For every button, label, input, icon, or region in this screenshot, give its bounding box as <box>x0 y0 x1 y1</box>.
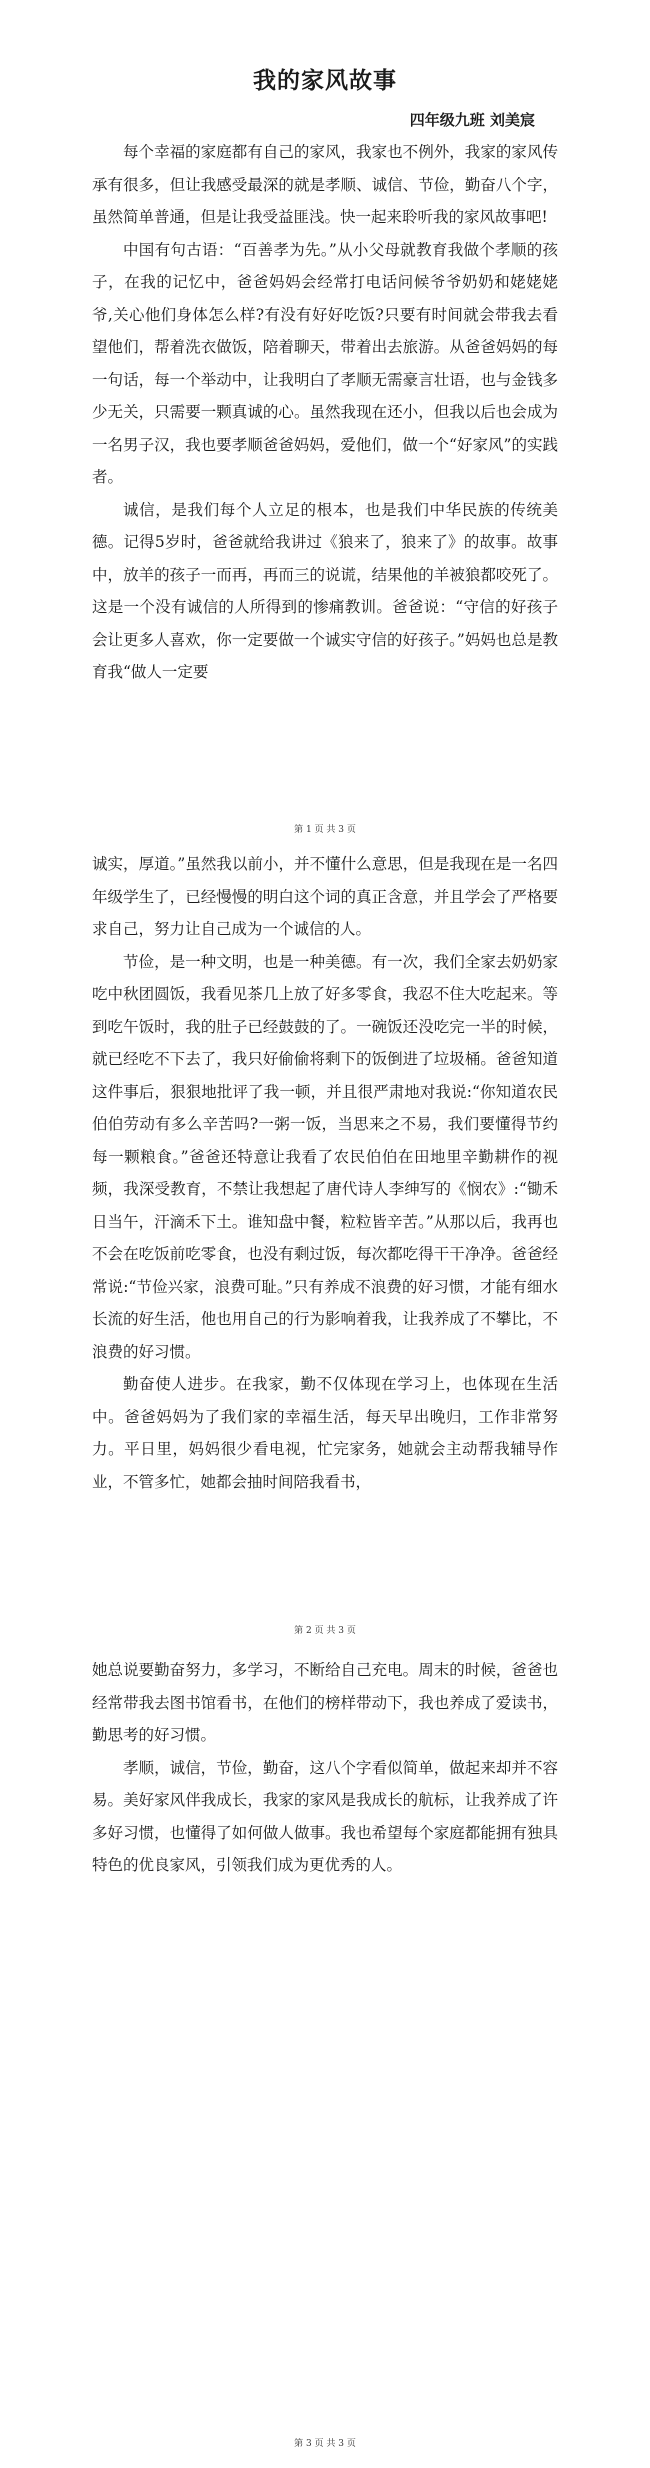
page-3 <box>0 1650 650 2468</box>
page-1-footer: 第 1 页 共 3 页 <box>294 825 356 835</box>
paragraph-conclusion: 孝顺，诚信，节俭，勤奋，这八个字看似简单，做起来却并不容易。美好家风伴我成长，我家的家风是我成长的航标，让我养成了许多好习惯，也懂得了如何做人做事。我也希望每个家庭都能拥有独具特色的优良家风，引领我们成为更优秀的人。 <box>92 1758 558 1874</box>
page-3-body <box>92 1654 558 1882</box>
paragraph-intro: 每个幸福的家庭都有自己的家风，我家也不例外，我家的家风传承有很多，但让我感受最深的就是孝顺、诚信、节俭，勤奋八个字，虽然简单普通，但是让我受益匪浅。快一起来聆听我的家风故事吧! <box>92 143 558 226</box>
document-title: 我的家风故事 <box>253 67 397 94</box>
page-2-footer: 第 2 页 共 3 页 <box>294 1626 356 1636</box>
page-1-body <box>92 136 558 689</box>
page-1 <box>0 0 650 835</box>
paragraph-honesty: 诚信，是我们每个人立足的根本，也是我们中华民族的传统美德。记得5岁时，爸爸就给我讲过《狼来了，狼来了》的故事。故事中，放羊的孩子一而再，再而三的说谎，结果他的羊被狼都咬死了。这是一个没有诚信的人所得到的惨痛教训。爸爸说：“守信的好孩子会让更多人喜欢，你一定要做一个诚实守信的好孩子。”妈妈也总是教育我“做人一定要 <box>92 500 558 681</box>
page-2-body <box>92 848 558 1498</box>
page-2 <box>0 830 650 1650</box>
paragraph-honesty-continued: 诚实，厚道。”虽然我以前小，并不懂什么意思，但是我现在是一名四年级学生了，已经慢慢的明白这个词的真正含意，并且学会了严格要求自己，努力让自己成为一个诚信的人。 <box>92 855 558 938</box>
paragraph-filial-piety: 中国有句古语：“百善孝为先。”从小父母就教育我做个孝顺的孩子，在我的记忆中，爸爸妈妈会经常打电话问候爷爷奶奶和姥姥姥爷,关心他们身体怎么样?有没有好好吃饭?只要有时间就会带我去看望他们，帮着洗衣做饭，陪着聊天，带着出去旅游。从爸爸妈妈的每一句话，每一个举动中，让我明白了孝顺无需豪言壮语，也与金钱多少无关，只需要一颗真诚的心。虽然我现在还小，但我以后也会成为一名男子汉，我也要孝顺爸爸妈妈，爱他们，做一个“好家风”的实践者。 <box>92 240 558 486</box>
paragraph-frugality: 节俭，是一种文明，也是一种美德。有一次，我们全家去奶奶家吃中秋团圆饭，我看见茶几上放了好多零食，我忍不住大吃起来。等到吃午饭时，我的肚子已经鼓鼓的了。一碗饭还没吃完一半的时候，就已经吃不下去了，我只好偷偷将剩下的饭倒进了垃圾桶。爸爸知道这件事后，狠狠地批评了我一顿，并且很严肃地对我说:“你知道农民伯伯劳动有多么辛苦吗?一粥一饭，当思来之不易，我们要懂得节约每一颗粮食。”爸爸还特意让我看了农民伯伯在田地里辛勤耕作的视频，我深受教育，不禁让我想起了唐代诗人李绅写的《悯农》:“锄禾日当午，汗滴禾下土。谁知盘中餐，粒粒皆辛苦。”从那以后，我再也不会在吃饭前吃零食，也没有剩过饭，每次都吃得干干净净。爸爸经常说:“节俭兴家，浪费可耻。”只有养成不浪费的好习惯，才能有细水长流的好生活，他也用自己的行为影响着我，让我养成了不攀比，不浪费的好习惯。 <box>92 952 558 1361</box>
paragraph-diligence: 勤奋使人进步。在我家，勤不仅体现在学习上，也体现在生活中。爸爸妈妈为了我们家的幸福生活，每天早出晚归，工作非常努力。平日里，妈妈很少看电视，忙完家务，她就会主动帮我辅导作业，不管多忙，她都会抽时间陪我看书， <box>92 1375 558 1491</box>
paragraph-diligence-continued: 她总说要勤奋努力，多学习，不断给自己充电。周末的时候，爸爸也经常带我去图书馆看书，在他们的榜样带动下，我也养成了爱读书，勤思考的好习惯。 <box>92 1661 558 1744</box>
author-line: 四年级九班 刘美宸 <box>409 111 535 129</box>
page-3-footer: 第 3 页 共 3 页 <box>294 2439 356 2449</box>
